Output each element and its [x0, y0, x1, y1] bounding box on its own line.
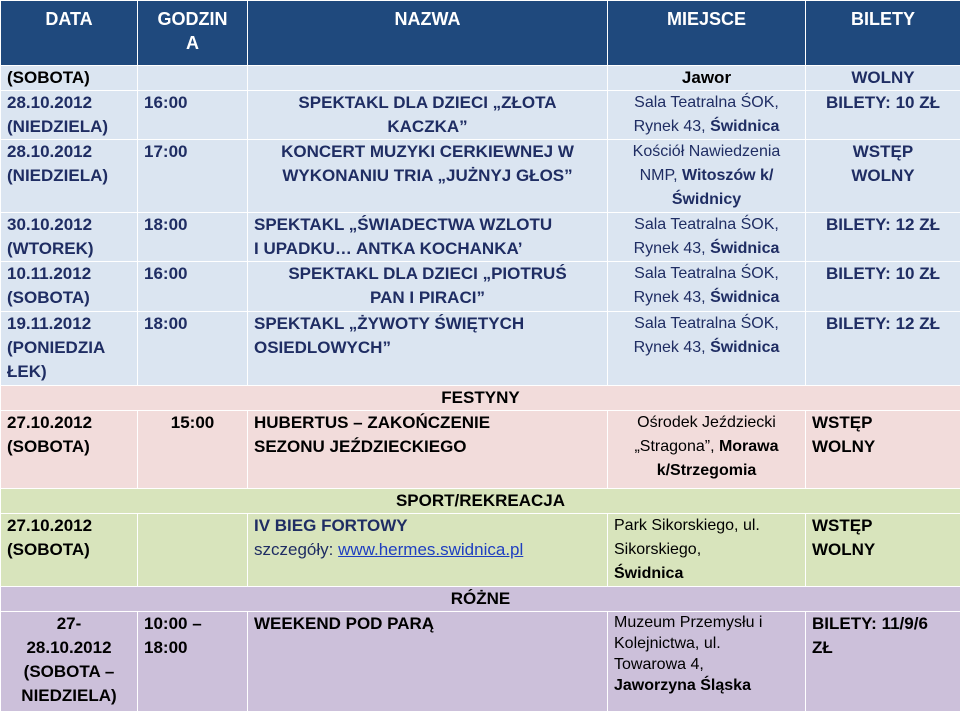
- event-place: Kościół Nawiedzenia NMP, Witoszów k/ Świdnicy: [608, 140, 806, 213]
- event-name: SPEKTAKL DLA DZIECI „PIOTRUŚ PAN I PIRACI”: [248, 262, 608, 312]
- event-date: 27.10.2012 (SOBOTA): [1, 411, 138, 489]
- event-time: 16:00: [138, 91, 248, 140]
- event-ticket: BILETY: 11/9/6 ZŁ: [806, 612, 960, 712]
- event-date: 27.10.2012 (SOBOTA): [1, 514, 138, 587]
- table-row: [1, 213, 960, 262]
- event-place: Muzeum Przemysłu i Kolejnictwa, ul. Towarowa 4, Jaworzyna Śląska: [608, 612, 806, 712]
- section-header: [1, 386, 960, 411]
- event-place: Park Sikorskiego, ul. Sikorskiego, Świdnica: [608, 514, 806, 587]
- header-nazwa: NAZWA: [248, 1, 608, 66]
- event-date: 27- 28.10.2012 (SOBOTA – NIEDZIELA): [1, 612, 138, 712]
- event-place: Sala Teatralna ŚOK, Rynek 43, Świdnica: [608, 312, 806, 386]
- table-row: [1, 312, 960, 386]
- event-place: Sala Teatralna ŚOK, Rynek 43, Świdnica: [608, 91, 806, 140]
- event-ticket: WSTĘP WOLNY: [806, 514, 960, 587]
- event-name: SPEKTAKL DLA DZIECI „ZŁOTA KACZKA”: [248, 91, 608, 140]
- event-ticket: WSTĘP WOLNY: [806, 140, 960, 213]
- event-name: SPEKTAKL „ŚWIADECTWA WZLOTU I UPADKU… ANTKA KOCHANKA’: [248, 213, 608, 262]
- section-header: [1, 489, 960, 514]
- table-row: [1, 612, 960, 712]
- event-place: Ośrodek Jeździecki „Stragona”, Morawa k/Strzegomia: [608, 411, 806, 489]
- table-row: [1, 262, 960, 312]
- section-header: [1, 587, 960, 612]
- event-name: SPEKTAKL „ŻYWOTY ŚWIĘTYCH OSIEDLOWYCH”: [248, 312, 608, 386]
- table-row: [1, 91, 960, 140]
- header-bilety: BILETY: [806, 1, 960, 66]
- event-date: 28.10.2012 (NIEDZIELA): [1, 91, 138, 140]
- event-name: IV BIEG FORTOWY szczegóły: www.hermes.swidnica.pl: [248, 514, 608, 587]
- event-date: 28.10.2012 (NIEDZIELA): [1, 140, 138, 213]
- event-date: 10.11.2012 (SOBOTA): [1, 262, 138, 312]
- event-name: HUBERTUS – ZAKOŃCZENIE SEZONU JEŹDZIECKIEGO: [248, 411, 608, 489]
- event-ticket: BILETY: 12 ZŁ: [806, 213, 960, 262]
- event-name: KONCERT MUZYKI CERKIEWNEJ W WYKONANIU TRIA „JUŻNYJ GŁOS”: [248, 140, 608, 213]
- table-header-row: [1, 1, 960, 66]
- table-row: [1, 140, 960, 213]
- event-place: Jawor: [608, 66, 806, 91]
- header-data: DATA: [1, 1, 138, 66]
- table-row: [1, 514, 960, 587]
- event-place: Sala Teatralna ŚOK, Rynek 43, Świdnica: [608, 213, 806, 262]
- event-time: 18:00: [138, 213, 248, 262]
- header-miejsce: MIEJSCE: [608, 1, 806, 66]
- table-row: [1, 411, 960, 489]
- event-time: 15:00: [138, 411, 248, 489]
- event-date: 19.11.2012 (PONIEDZIA ŁEK): [1, 312, 138, 386]
- event-name: WEEKEND POD PARĄ: [248, 612, 608, 712]
- table-row: [1, 66, 960, 91]
- event-link[interactable]: www.hermes.swidnica.pl: [338, 540, 523, 559]
- event-time: 17:00: [138, 140, 248, 213]
- event-details-label: szczegóły:: [254, 540, 338, 559]
- event-date: 30.10.2012 (WTOREK): [1, 213, 138, 262]
- section-title-festyny: FESTYNY: [1, 386, 960, 411]
- event-ticket: WOLNY: [806, 66, 960, 91]
- event-place: Sala Teatralna ŚOK, Rynek 43, Świdnica: [608, 262, 806, 312]
- event-ticket: BILETY: 10 ZŁ: [806, 262, 960, 312]
- event-ticket: BILETY: 12 ZŁ: [806, 312, 960, 386]
- event-date: (SOBOTA): [1, 66, 138, 91]
- header-godzina: GODZIN A: [138, 1, 248, 66]
- event-ticket: BILETY: 10 ZŁ: [806, 91, 960, 140]
- section-title-rozne: RÓŻNE: [1, 587, 960, 612]
- event-time: 10:00 – 18:00: [138, 612, 248, 712]
- section-title-sport: SPORT/REKREACJA: [1, 489, 960, 514]
- event-time: 16:00: [138, 262, 248, 312]
- event-ticket: WSTĘP WOLNY: [806, 411, 960, 489]
- event-time: 18:00: [138, 312, 248, 386]
